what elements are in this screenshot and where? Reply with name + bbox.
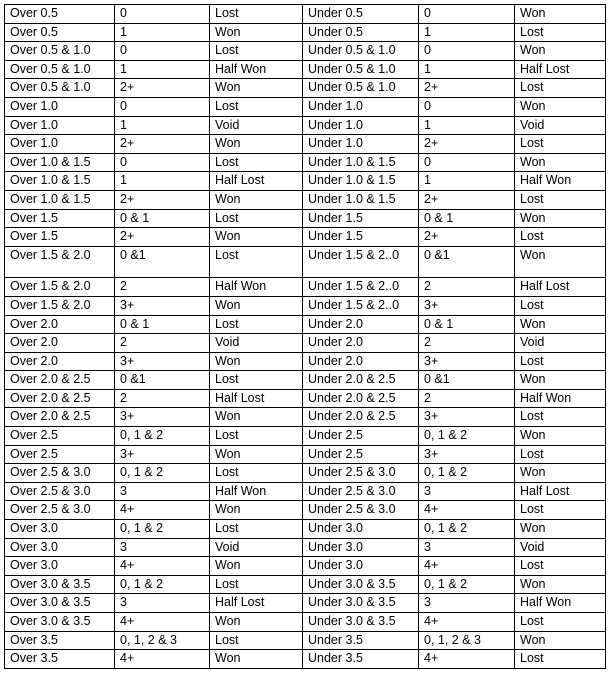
over-line-cell: Over 3.0 & 3.5	[5, 613, 115, 632]
table-row	[5, 631, 606, 650]
under-goals-cell: 4+	[419, 557, 515, 576]
over-goals-cell: 0, 1 & 2	[115, 427, 210, 446]
under-line-cell: Under 1.5	[303, 209, 419, 228]
over-goals-cell: 1	[115, 23, 210, 42]
under-goals-cell: 3	[419, 594, 515, 613]
over-goals-cell: 2	[115, 334, 210, 353]
under-result-cell: Lost	[515, 296, 606, 315]
over-result-cell: Lost	[210, 5, 303, 24]
under-result-cell: Lost	[515, 135, 606, 154]
over-line-cell: Over 1.5 & 2.0	[5, 278, 115, 297]
over-result-cell: Void	[210, 116, 303, 135]
table-row	[5, 557, 606, 576]
under-goals-cell: 2+	[419, 190, 515, 209]
under-line-cell: Under 0.5 & 1.0	[303, 60, 419, 79]
under-result-cell: Lost	[515, 23, 606, 42]
over-goals-cell: 0 &1	[115, 371, 210, 390]
over-result-cell: Won	[210, 79, 303, 98]
under-goals-cell: 0 &1	[419, 246, 515, 278]
over-result-cell: Void	[210, 538, 303, 557]
under-line-cell: Under 1.0 & 1.5	[303, 153, 419, 172]
under-goals-cell: 0 &1	[419, 371, 515, 390]
under-goals-cell: 2	[419, 278, 515, 297]
under-goals-cell: 2+	[419, 79, 515, 98]
under-goals-cell: 4+	[419, 501, 515, 520]
under-result-cell: Won	[515, 464, 606, 483]
under-goals-cell: 0, 1 & 2	[419, 427, 515, 446]
table-row	[5, 445, 606, 464]
table-row	[5, 209, 606, 228]
under-goals-cell: 0, 1, 2 & 3	[419, 631, 515, 650]
under-goals-cell: 4+	[419, 613, 515, 632]
under-line-cell: Under 1.5 & 2..0	[303, 246, 419, 278]
under-goals-cell: 0 & 1	[419, 209, 515, 228]
over-line-cell: Over 0.5 & 1.0	[5, 79, 115, 98]
table-row	[5, 650, 606, 669]
under-goals-cell: 0, 1 & 2	[419, 520, 515, 539]
under-line-cell: Under 0.5 & 1.0	[303, 79, 419, 98]
under-goals-cell: 0 & 1	[419, 315, 515, 334]
under-goals-cell: 2+	[419, 228, 515, 247]
over-line-cell: Over 1.5 & 2.0	[5, 246, 115, 278]
over-line-cell: Over 2.0	[5, 352, 115, 371]
under-line-cell: Under 2.0 & 2.5	[303, 389, 419, 408]
table-row	[5, 5, 606, 24]
over-goals-cell: 0, 1 & 2	[115, 575, 210, 594]
under-result-cell: Lost	[515, 352, 606, 371]
under-line-cell: Under 3.0 & 3.5	[303, 575, 419, 594]
under-goals-cell: 3	[419, 482, 515, 501]
under-result-cell: Half Lost	[515, 278, 606, 297]
under-result-cell: Lost	[515, 408, 606, 427]
over-goals-cell: 3+	[115, 352, 210, 371]
over-result-cell: Void	[210, 334, 303, 353]
table-row	[5, 135, 606, 154]
over-result-cell: Lost	[210, 153, 303, 172]
under-result-cell: Half Won	[515, 594, 606, 613]
over-line-cell: Over 3.5	[5, 631, 115, 650]
table-row	[5, 79, 606, 98]
under-line-cell: Under 1.5 & 2..0	[303, 278, 419, 297]
over-result-cell: Lost	[210, 315, 303, 334]
over-line-cell: Over 0.5 & 1.0	[5, 42, 115, 61]
over-goals-cell: 2+	[115, 228, 210, 247]
table-row	[5, 278, 606, 297]
under-result-cell: Won	[515, 371, 606, 390]
over-result-cell: Won	[210, 445, 303, 464]
under-result-cell: Won	[515, 97, 606, 116]
under-goals-cell: 0	[419, 5, 515, 24]
over-result-cell: Won	[210, 408, 303, 427]
under-result-cell: Half Won	[515, 389, 606, 408]
under-line-cell: Under 0.5	[303, 23, 419, 42]
under-result-cell: Won	[515, 315, 606, 334]
over-result-cell: Lost	[210, 427, 303, 446]
table-row	[5, 60, 606, 79]
over-result-cell: Lost	[210, 209, 303, 228]
table-row	[5, 315, 606, 334]
over-result-cell: Won	[210, 352, 303, 371]
table-row	[5, 594, 606, 613]
over-result-cell: Lost	[210, 631, 303, 650]
under-line-cell: Under 2.0 & 2.5	[303, 371, 419, 390]
under-goals-cell: 0, 1 & 2	[419, 575, 515, 594]
under-result-cell: Won	[515, 153, 606, 172]
over-line-cell: Over 1.5	[5, 228, 115, 247]
over-line-cell: Over 2.0 & 2.5	[5, 371, 115, 390]
over-result-cell: Lost	[210, 97, 303, 116]
over-result-cell: Won	[210, 296, 303, 315]
over-result-cell: Won	[210, 190, 303, 209]
over-result-cell: Won	[210, 650, 303, 669]
over-line-cell: Over 1.0	[5, 135, 115, 154]
over-line-cell: Over 0.5	[5, 5, 115, 24]
table-row	[5, 482, 606, 501]
table-row	[5, 427, 606, 446]
over-result-cell: Lost	[210, 464, 303, 483]
under-line-cell: Under 2.0	[303, 352, 419, 371]
under-result-cell: Lost	[515, 557, 606, 576]
over-goals-cell: 3	[115, 538, 210, 557]
over-goals-cell: 1	[115, 60, 210, 79]
under-line-cell: Under 3.0	[303, 557, 419, 576]
over-result-cell: Half Won	[210, 482, 303, 501]
over-result-cell: Half Lost	[210, 389, 303, 408]
over-result-cell: Lost	[210, 246, 303, 278]
under-result-cell: Won	[515, 209, 606, 228]
over-goals-cell: 3+	[115, 445, 210, 464]
over-goals-cell: 0 & 1	[115, 315, 210, 334]
under-result-cell: Won	[515, 246, 606, 278]
under-result-cell: Lost	[515, 650, 606, 669]
over-line-cell: Over 2.0	[5, 334, 115, 353]
over-result-cell: Half Lost	[210, 172, 303, 191]
table-row	[5, 520, 606, 539]
table-row	[5, 296, 606, 315]
under-result-cell: Lost	[515, 501, 606, 520]
over-line-cell: Over 2.5 & 3.0	[5, 501, 115, 520]
over-line-cell: Over 2.0 & 2.5	[5, 389, 115, 408]
over-goals-cell: 3	[115, 594, 210, 613]
table-row	[5, 575, 606, 594]
under-result-cell: Lost	[515, 228, 606, 247]
table-row	[5, 246, 606, 278]
under-goals-cell: 1	[419, 60, 515, 79]
over-result-cell: Half Won	[210, 278, 303, 297]
over-goals-cell: 0	[115, 97, 210, 116]
over-line-cell: Over 3.0	[5, 557, 115, 576]
over-line-cell: Over 3.0 & 3.5	[5, 594, 115, 613]
over-goals-cell: 2+	[115, 79, 210, 98]
table-row	[5, 538, 606, 557]
under-line-cell: Under 1.0	[303, 116, 419, 135]
under-result-cell: Half Lost	[515, 60, 606, 79]
under-goals-cell: 1	[419, 23, 515, 42]
under-goals-cell: 0	[419, 42, 515, 61]
under-line-cell: Under 3.5	[303, 631, 419, 650]
over-result-cell: Lost	[210, 520, 303, 539]
over-line-cell: Over 2.5	[5, 445, 115, 464]
over-line-cell: Over 1.0	[5, 116, 115, 135]
under-result-cell: Void	[515, 334, 606, 353]
over-result-cell: Lost	[210, 371, 303, 390]
over-goals-cell: 0	[115, 153, 210, 172]
table-row	[5, 23, 606, 42]
table-row	[5, 228, 606, 247]
under-goals-cell: 3+	[419, 408, 515, 427]
under-result-cell: Won	[515, 520, 606, 539]
over-goals-cell: 4+	[115, 613, 210, 632]
over-goals-cell: 0 & 1	[115, 209, 210, 228]
under-goals-cell: 3	[419, 538, 515, 557]
under-line-cell: Under 0.5	[303, 5, 419, 24]
table-row	[5, 153, 606, 172]
table-row	[5, 116, 606, 135]
under-line-cell: Under 2.5	[303, 427, 419, 446]
over-result-cell: Won	[210, 228, 303, 247]
under-goals-cell: 3+	[419, 445, 515, 464]
over-line-cell: Over 0.5	[5, 23, 115, 42]
under-line-cell: Under 3.0 & 3.5	[303, 594, 419, 613]
over-result-cell: Won	[210, 501, 303, 520]
over-result-cell: Lost	[210, 42, 303, 61]
table-row	[5, 613, 606, 632]
table-row	[5, 190, 606, 209]
under-line-cell: Under 2.5 & 3.0	[303, 501, 419, 520]
under-goals-cell: 2	[419, 389, 515, 408]
table-body	[5, 5, 606, 669]
under-result-cell: Lost	[515, 190, 606, 209]
table-row	[5, 42, 606, 61]
under-goals-cell: 2	[419, 334, 515, 353]
under-goals-cell: 0	[419, 153, 515, 172]
over-goals-cell: 3	[115, 482, 210, 501]
under-line-cell: Under 2.5 & 3.0	[303, 464, 419, 483]
under-line-cell: Under 3.5	[303, 650, 419, 669]
under-goals-cell: 2+	[419, 135, 515, 154]
under-result-cell: Lost	[515, 445, 606, 464]
over-goals-cell: 0 &1	[115, 246, 210, 278]
table-row	[5, 334, 606, 353]
over-line-cell: Over 2.0 & 2.5	[5, 408, 115, 427]
over-line-cell: Over 2.5	[5, 427, 115, 446]
under-line-cell: Under 0.5 & 1.0	[303, 42, 419, 61]
over-line-cell: Over 3.0	[5, 538, 115, 557]
over-goals-cell: 0, 1, 2 & 3	[115, 631, 210, 650]
over-goals-cell: 1	[115, 172, 210, 191]
table-row	[5, 352, 606, 371]
over-line-cell: Over 1.0 & 1.5	[5, 172, 115, 191]
under-result-cell: Void	[515, 538, 606, 557]
over-line-cell: Over 3.5	[5, 650, 115, 669]
over-goals-cell: 0, 1 & 2	[115, 464, 210, 483]
under-goals-cell: 3+	[419, 352, 515, 371]
under-goals-cell: 4+	[419, 650, 515, 669]
under-result-cell: Lost	[515, 79, 606, 98]
under-goals-cell: 3+	[419, 296, 515, 315]
under-goals-cell: 1	[419, 172, 515, 191]
under-result-cell: Won	[515, 5, 606, 24]
over-goals-cell: 2	[115, 389, 210, 408]
under-result-cell: Won	[515, 42, 606, 61]
over-line-cell: Over 1.0 & 1.5	[5, 153, 115, 172]
under-line-cell: Under 3.0 & 3.5	[303, 613, 419, 632]
over-goals-cell: 2+	[115, 190, 210, 209]
over-line-cell: Over 3.0	[5, 520, 115, 539]
over-goals-cell: 3+	[115, 408, 210, 427]
over-result-cell: Lost	[210, 575, 303, 594]
over-goals-cell: 4+	[115, 557, 210, 576]
under-result-cell: Won	[515, 427, 606, 446]
table-row	[5, 97, 606, 116]
under-line-cell: Under 3.0	[303, 538, 419, 557]
under-result-cell: Won	[515, 575, 606, 594]
under-line-cell: Under 1.0	[303, 97, 419, 116]
table-row	[5, 172, 606, 191]
over-result-cell: Half Lost	[210, 594, 303, 613]
over-goals-cell: 4+	[115, 650, 210, 669]
under-line-cell: Under 2.5 & 3.0	[303, 482, 419, 501]
over-line-cell: Over 1.0 & 1.5	[5, 190, 115, 209]
under-result-cell: Void	[515, 116, 606, 135]
under-line-cell: Under 2.0	[303, 334, 419, 353]
over-line-cell: Over 2.5 & 3.0	[5, 482, 115, 501]
over-line-cell: Over 1.0	[5, 97, 115, 116]
over-line-cell: Over 1.5	[5, 209, 115, 228]
under-line-cell: Under 2.0	[303, 315, 419, 334]
under-goals-cell: 0	[419, 97, 515, 116]
under-result-cell: Half Lost	[515, 482, 606, 501]
under-line-cell: Under 2.0 & 2.5	[303, 408, 419, 427]
over-result-cell: Half Won	[210, 60, 303, 79]
betting-results-table	[4, 4, 606, 669]
under-line-cell: Under 2.5	[303, 445, 419, 464]
table-row	[5, 408, 606, 427]
over-result-cell: Won	[210, 23, 303, 42]
over-goals-cell: 4+	[115, 501, 210, 520]
under-line-cell: Under 1.0 & 1.5	[303, 190, 419, 209]
under-result-cell: Lost	[515, 613, 606, 632]
over-result-cell: Won	[210, 135, 303, 154]
table-row	[5, 389, 606, 408]
table-row	[5, 371, 606, 390]
over-goals-cell: 0	[115, 5, 210, 24]
over-line-cell: Over 2.5 & 3.0	[5, 464, 115, 483]
over-result-cell: Won	[210, 557, 303, 576]
over-line-cell: Over 1.5 & 2.0	[5, 296, 115, 315]
under-result-cell: Half Won	[515, 172, 606, 191]
over-goals-cell: 2+	[115, 135, 210, 154]
under-result-cell: Won	[515, 631, 606, 650]
over-line-cell: Over 2.0	[5, 315, 115, 334]
table-row	[5, 501, 606, 520]
under-line-cell: Under 3.0	[303, 520, 419, 539]
under-line-cell: Under 1.0 & 1.5	[303, 172, 419, 191]
over-goals-cell: 3+	[115, 296, 210, 315]
over-result-cell: Won	[210, 613, 303, 632]
over-goals-cell: 0	[115, 42, 210, 61]
under-goals-cell: 1	[419, 116, 515, 135]
over-goals-cell: 0, 1 & 2	[115, 520, 210, 539]
under-goals-cell: 0, 1 & 2	[419, 464, 515, 483]
over-line-cell: Over 0.5 & 1.0	[5, 60, 115, 79]
over-goals-cell: 1	[115, 116, 210, 135]
over-line-cell: Over 3.0 & 3.5	[5, 575, 115, 594]
under-line-cell: Under 1.5	[303, 228, 419, 247]
table-row	[5, 464, 606, 483]
over-goals-cell: 2	[115, 278, 210, 297]
under-line-cell: Under 1.5 & 2..0	[303, 296, 419, 315]
under-line-cell: Under 1.0	[303, 135, 419, 154]
